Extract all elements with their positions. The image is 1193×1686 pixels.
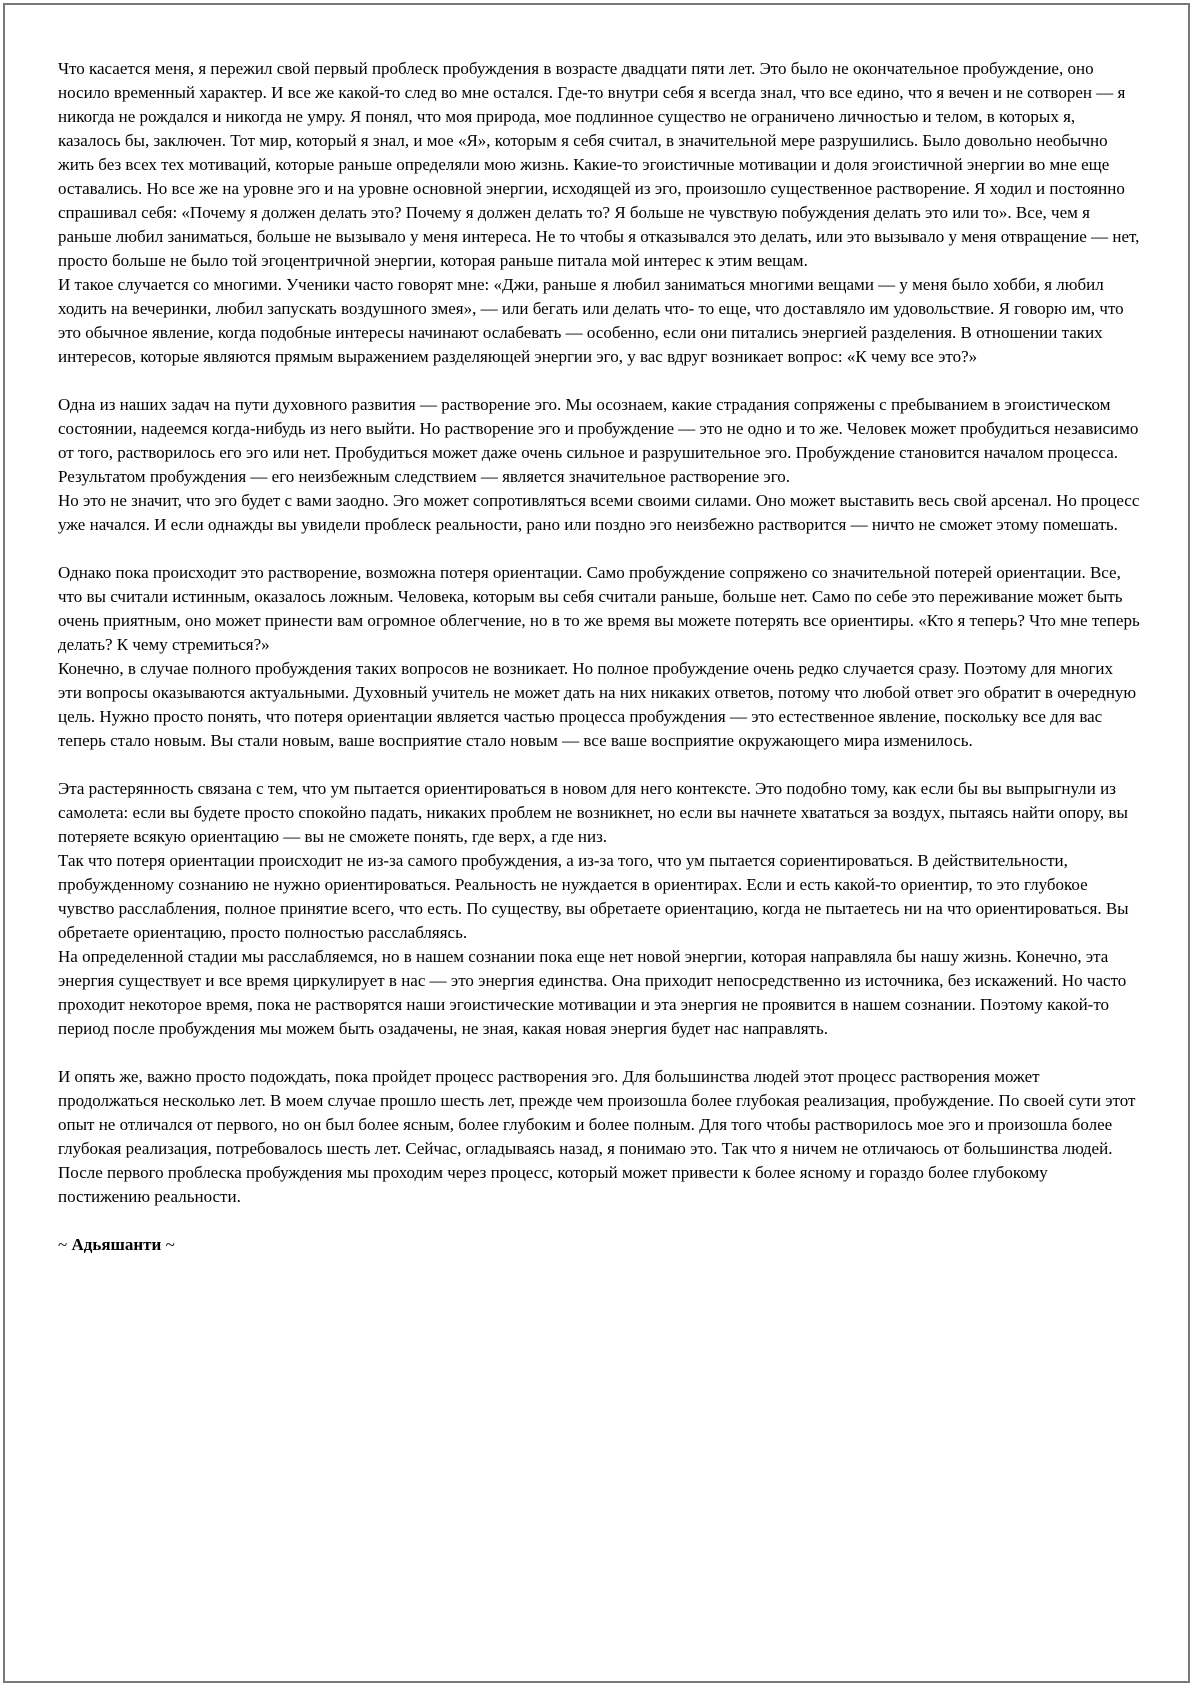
paragraph: Конечно, в случае полного пробуждения таких вопросов не возникает. Но полное пробуждение очень редко случается сразу. Поэтому для многих эти вопросы оказываются актуальными. Духовный учитель не может дать на них никаких ответов, потому что любой ответ эго обратит в очередную цель. Нужно просто понять, что потеря ориентации является частью процесса пробуждения — это естественное явление, поскольку все для вас теперь стало новым. Вы стали новым, ваше восприятие стало новым — все ваше восприятие окружающего мира изменилось. [58, 659, 1137, 750]
author-signature [58, 1233, 1140, 1257]
document-text-body [58, 57, 1140, 1257]
paragraph: Однако пока происходит это растворение, возможна потеря ориентации. Само пробуждение сопряжено со значительной потерей ориентации. Все, что вы считали истинным, оказалось ложным. Человека, которым вы себя считали раньше, больше нет. Само по себе это переживание может быть очень приятным, оно может принести вам огромное облегчение, но в то же время вы можете потерять все ориентиры. «Кто я теперь? Что мне теперь делать? К чему стремиться?» [58, 563, 1140, 654]
paragraph: На определенной стадии мы расслабляемся, но в нашем сознании пока еще нет новой энергии, которая направляла бы нашу жизнь. Конечно, эта энергия существует и все время циркулирует в нас — это энергия единства. Она приходит непосредственно из источника, без искажений. Но часто проходит некоторое время, пока не растворятся наши эгоистические мотивации и эта энергия не проявится в нашем сознании. Поэтому какой-то период после пробуждения мы можем быть озадачены, не зная, какая новая энергия будет нас направлять. [58, 947, 1127, 1038]
paragraph: Но это не значит, что эго будет с вами заодно. Эго может сопротивляться всеми своими силами. Оно может выставить весь свой арсенал. Но процесс уже начался. И если однажды вы увидели проблеск реальности, рано или поздно эго неизбежно растворится — ничто не сможет этому помешать. [58, 491, 1140, 534]
paragraph: И такое случается со многими. Ученики часто говорят мне: «Джи, раньше я любил заниматься многими вещами — у меня было хобби, я любил ходить на вечеринки, любил запускать воздушного змея», — или бегать или делать что- то еще, что доставляло им удовольствие. Я говорю им, что это обычное явление, когда подобные интересы начинают ослабевать — особенно, если они питались энергией разделения. В отношении таких интересов, которые являются прямым выражением разделяющей энергии эго, у вас вдруг возникает вопрос: «К чему все это?» [58, 275, 1124, 366]
paragraph: Одна из наших задач на пути духовного развития — растворение эго. Мы осознаем, какие страдания сопряжены с пребыванием в эгоистическом состоянии, надеемся когда-нибудь из него выйти. Но растворение эго и пробуждение — это не одно и то же. Человек может пробудиться независимо от того, растворилось его эго или нет. Пробудиться может даже очень сильное и разрушительное эго. Пробуждение становится началом процесса. Результатом пробуждения — его неизбежным следствием — является значительное растворение эго. [58, 395, 1139, 486]
paragraph: Что касается меня, я пережил свой первый проблеск пробуждения в возрасте двадцати пяти лет. Это было не окончательное пробуждение, оно носило временный характер. И все же какой-то след во мне остался. Где-то внутри себя я всегда знал, что все едино, что я вечен и не сотворен — я никогда не рождался и никогда не умру. Я понял, что моя природа, мое подлинное существо не ограничено личностью и телом, в которых я, казалось бы, заключен. Тот мир, который я знал, и мое «Я», которым я себя считал, в значительной мере разрушились. Было довольно необычно жить без всех тех мотиваций, которые раньше определяли мою жизнь. Какие-то эгоистичные мотивации и доля эгоистичной энергии во мне еще оставались. Но все же на уровне эго и на уровне основной энергии, исходящей из эго, произошло существенное растворение. Я ходил и постоянно спрашивал себя: «Почему я должен делать это? Почему я должен делать то? Я больше не чувствую побуждения делать это или то». Все, чем я раньше любил заниматься, больше не вызывало у меня интереса. Не то чтобы я отказывался это делать, или это вызывало у меня отвращение — нет, просто больше не было той эгоцентричной энергии, которая раньше питала мой интерес к этим вещам. [58, 59, 1140, 270]
paragraph: И опять же, важно просто подождать, пока пройдет процесс растворения эго. Для большинства людей этот процесс растворения может продолжаться несколько лет. В моем случае прошло шесть лет, прежде чем произошла более глубокая реализация, пробуждение. По своей сути этот опыт не отличался от первого, но он был более ясным, более глубоким и более полным. Для того чтобы растворилось мое эго и произошла более глубокая реализация, потребовалось шесть лет. Сейчас, огладываясь назад, я понимаю это. Так что я ничем не отличаюсь от большинства людей. После первого проблеска пробуждения мы проходим через процесс, который может привести к более ясному и гораздо более глубокому постижению реальности. [58, 1067, 1136, 1206]
paragraph: Так что потеря ориентации происходит не из-за самого пробуждения, а из-за того, что ум пытается сориентироваться. В действительности, пробужденному сознанию не нужно ориентироваться. Реальность не нуждается в ориентирах. Если и есть какой-то ориентир, то это глубокое чувство расслабления, полное принятие всего, что есть. По существу, вы обретаете ориентацию, когда не пытаетесь ни на что ориентироваться. Вы обретаете ориентацию, просто полностью расслабляясь. [58, 851, 1129, 942]
signature-tilde-right: ~ [161, 1235, 175, 1254]
author-name: Адьяшанти [71, 1235, 162, 1254]
paragraph: Эта растерянность связана с тем, что ум пытается ориентироваться в новом для него контексте. Это подобно тому, как если бы вы выпрыгнули из самолета: если вы будете просто спокойно падать, никаких проблем не возникнет, но если вы начнете хвататься за воздух, пытаясь найти опору, вы потеряете всякую ориентацию — вы не сможете понять, где верх, а где низ. [58, 779, 1128, 846]
document-page [3, 3, 1190, 1683]
signature-tilde-left: ~ [58, 1235, 72, 1254]
